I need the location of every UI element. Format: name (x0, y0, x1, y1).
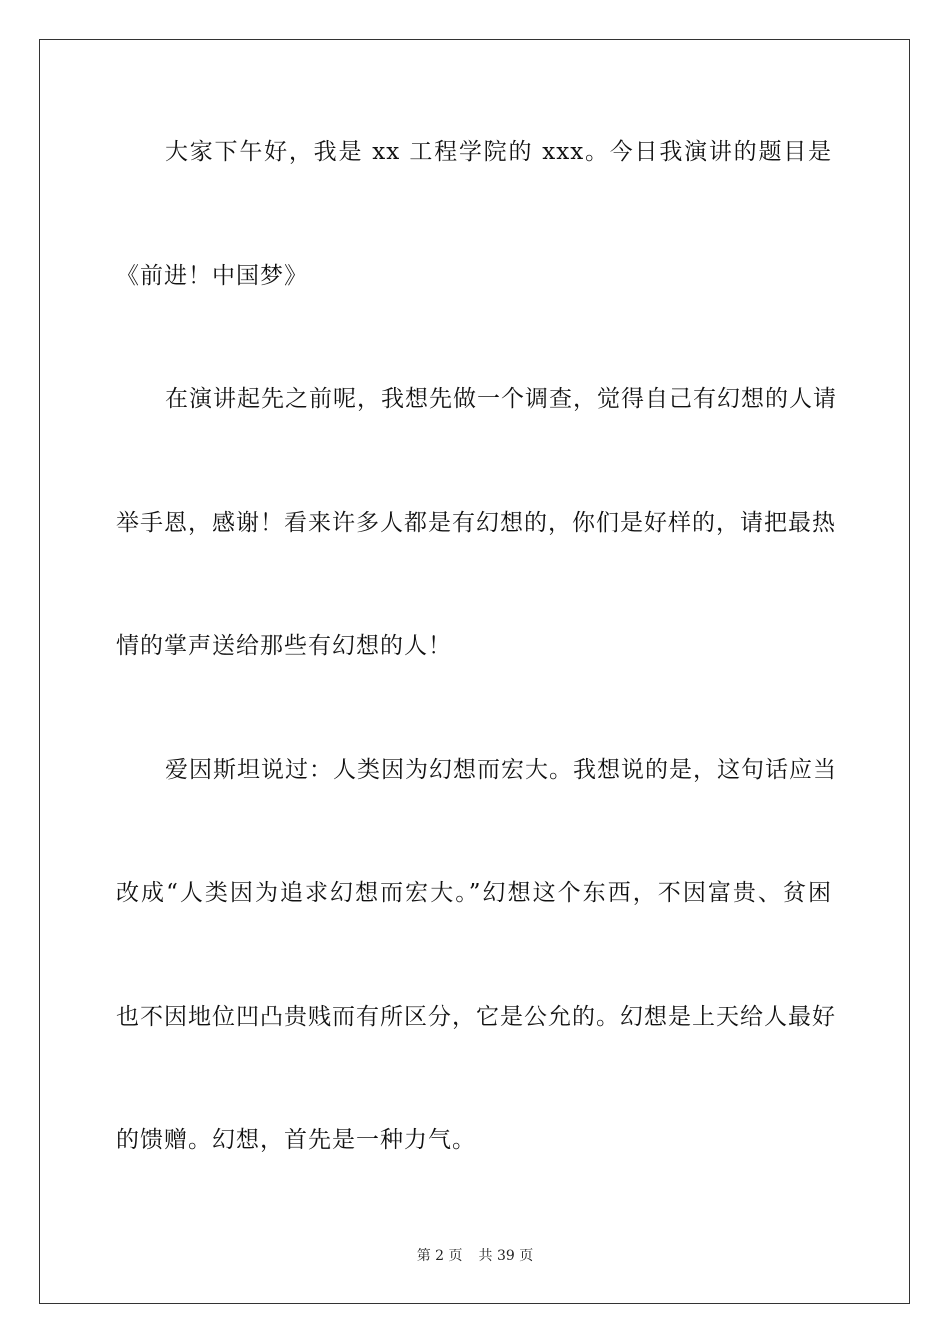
paragraph-line: 举手恩，感谢！看来许多人都是有幻想的，你们是好样的，请把最热 (116, 510, 836, 536)
paragraph-line: 也不因地位凹凸贵贱而有所区分，它是公允的。幻想是上天给人最好 (116, 1004, 836, 1030)
paragraph-line: 在演讲起先之前呢，我想先做一个调查，觉得自己有幻想的人请 (165, 386, 837, 412)
paragraph-line: 爱因斯坦说过：人类因为幻想而宏大。我想说的是，这句话应当 (165, 757, 837, 783)
page-footer (0, 1247, 950, 1265)
paragraph-line: 大家下午好，我是 xx 工程学院的 xxx。今日我演讲的题目是 (165, 139, 832, 165)
page-number: 第 2 页 (416, 1248, 463, 1264)
paragraph-line: 《前进！中国梦》 (116, 263, 308, 289)
page-border (39, 39, 910, 1304)
paragraph-line: 改成“人类因为追求幻想而宏大。”幻想这个东西，不因富贵、贫困 (116, 880, 832, 906)
paragraph-line: 的馈赠。幻想，首先是一种力气。 (116, 1127, 476, 1153)
paragraph-line: 情的掌声送给那些有幻想的人！ (116, 633, 452, 659)
total-pages: 共 39 页 (478, 1248, 534, 1264)
